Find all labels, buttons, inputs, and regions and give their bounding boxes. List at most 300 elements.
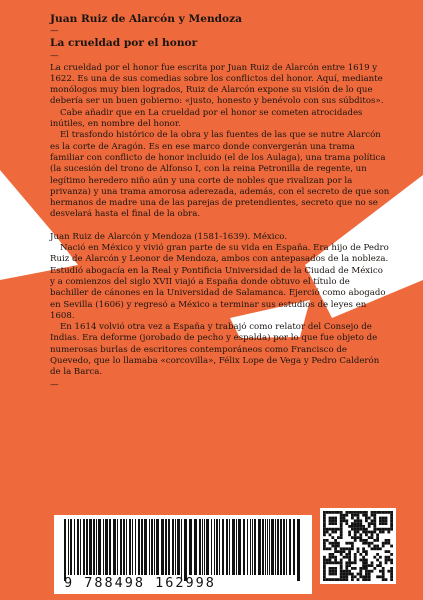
qr-module bbox=[357, 550, 360, 553]
qr-module bbox=[357, 511, 360, 514]
qr-module bbox=[345, 570, 348, 573]
qr-code-modules bbox=[320, 508, 396, 584]
qr-module bbox=[390, 528, 393, 531]
qr-module bbox=[365, 561, 368, 564]
qr-module bbox=[329, 559, 332, 562]
qr-module bbox=[357, 522, 360, 525]
qr-module bbox=[368, 545, 371, 548]
qr-module bbox=[385, 561, 388, 564]
qr-module bbox=[331, 553, 334, 556]
qr-module bbox=[385, 511, 388, 514]
qr-module bbox=[354, 522, 357, 525]
qr-module bbox=[362, 531, 365, 534]
barcode-bar bbox=[144, 519, 147, 575]
qr-module bbox=[351, 573, 354, 576]
barcode-bar bbox=[238, 519, 241, 575]
qr-module bbox=[379, 564, 382, 567]
qr-module bbox=[357, 573, 360, 576]
qr-module bbox=[390, 519, 393, 522]
qr-module bbox=[368, 531, 371, 534]
divider-dash: — bbox=[50, 50, 59, 61]
qr-module bbox=[354, 536, 357, 539]
qr-module bbox=[390, 567, 393, 570]
qr-module bbox=[348, 570, 351, 573]
qr-module bbox=[348, 553, 351, 556]
qr-module bbox=[390, 517, 393, 520]
barcode-bar bbox=[267, 519, 268, 575]
bio-paragraph-1: Nació en México y vivió gran parte de su vida en España. Era hijo de Pedro Ruiz de Alarcón y Leonor de Mendoza, ambos con antepasados de la nobleza. Estudió abogacía en la Real y Pontificia Universidad de la Ciudad de México y a comienzos del siglo XVII viajó a España donde obtuvo el título de bachiller de cánones en la Universidad de Salamanca. Ejerció como abogado en Sevilla (1606) y regresó a México a terminar sus estudios de leyes en 1608. bbox=[50, 243, 389, 321]
qr-module bbox=[340, 578, 343, 581]
barcode-bar bbox=[89, 519, 92, 575]
qr-module bbox=[323, 514, 326, 517]
qr-module bbox=[329, 511, 332, 514]
qr-module bbox=[340, 525, 343, 528]
qr-module bbox=[382, 522, 385, 525]
qr-module bbox=[354, 575, 357, 578]
qr-module bbox=[371, 570, 374, 573]
qr-module bbox=[334, 556, 337, 559]
qr-module bbox=[365, 514, 368, 517]
qr-module bbox=[331, 542, 334, 545]
qr-module bbox=[354, 539, 357, 542]
qr-module bbox=[337, 528, 340, 531]
barcode-bar bbox=[202, 519, 203, 575]
qr-module bbox=[379, 531, 382, 534]
qr-module bbox=[345, 522, 348, 525]
qr-module bbox=[376, 564, 379, 567]
qr-module bbox=[343, 550, 346, 553]
barcode-bar bbox=[80, 519, 81, 575]
barcode-bar bbox=[204, 519, 205, 575]
qr-module bbox=[385, 522, 388, 525]
qr-module bbox=[340, 575, 343, 578]
qr-module bbox=[348, 547, 351, 550]
barcode-bar bbox=[161, 519, 164, 575]
qr-module bbox=[359, 528, 362, 531]
qr-module bbox=[340, 536, 343, 539]
qr-module bbox=[376, 559, 379, 562]
qr-module bbox=[326, 511, 329, 514]
author-name: Juan Ruiz de Alarcón y Mendoza bbox=[50, 13, 243, 25]
barcode-bar bbox=[254, 519, 256, 575]
barcode-bar bbox=[283, 519, 285, 575]
qr-module bbox=[390, 514, 393, 517]
qr-module bbox=[345, 547, 348, 550]
qr-module bbox=[357, 517, 360, 520]
qr-module bbox=[345, 514, 348, 517]
qr-module bbox=[362, 575, 365, 578]
qr-module bbox=[348, 550, 351, 553]
barcode-bar bbox=[293, 519, 295, 575]
qr-module bbox=[351, 528, 354, 531]
qr-module bbox=[359, 519, 362, 522]
qr-module bbox=[340, 561, 343, 564]
qr-module bbox=[331, 511, 334, 514]
qr-module bbox=[351, 522, 354, 525]
qr-module bbox=[385, 539, 388, 542]
qr-module bbox=[362, 578, 365, 581]
qr-module bbox=[345, 573, 348, 576]
qr-module bbox=[340, 553, 343, 556]
qr-module bbox=[365, 511, 368, 514]
qr-module bbox=[373, 528, 376, 531]
qr-module bbox=[357, 578, 360, 581]
qr-module bbox=[373, 525, 376, 528]
qr-module bbox=[329, 542, 332, 545]
qr-module bbox=[382, 567, 385, 570]
qr-module bbox=[323, 573, 326, 576]
barcode-bar bbox=[135, 519, 136, 575]
qr-module bbox=[337, 536, 340, 539]
qr-module bbox=[334, 531, 337, 534]
qr-module bbox=[351, 511, 354, 514]
barcode-bar bbox=[280, 519, 282, 575]
qr-module bbox=[334, 550, 337, 553]
qr-module bbox=[359, 511, 362, 514]
qr-module bbox=[371, 536, 374, 539]
qr-module bbox=[331, 567, 334, 570]
qr-module bbox=[390, 522, 393, 525]
barcode-bar bbox=[168, 519, 170, 575]
divider-dash: — bbox=[50, 26, 59, 37]
barcode-bar bbox=[262, 519, 264, 575]
qr-module bbox=[385, 550, 388, 553]
qr-module bbox=[379, 561, 382, 564]
qr-module bbox=[390, 559, 393, 562]
qr-module bbox=[334, 528, 337, 531]
qr-module bbox=[368, 573, 371, 576]
qr-module bbox=[343, 519, 346, 522]
qr-module bbox=[382, 528, 385, 531]
qr-module bbox=[359, 570, 362, 573]
qr-module bbox=[348, 556, 351, 559]
qr-module bbox=[379, 528, 382, 531]
qr-module bbox=[379, 556, 382, 559]
qr-module bbox=[329, 519, 332, 522]
qr-module bbox=[376, 533, 379, 536]
qr-module bbox=[351, 545, 354, 548]
qr-module bbox=[329, 528, 332, 531]
qr-module bbox=[362, 559, 365, 562]
qr-module bbox=[390, 525, 393, 528]
qr-module bbox=[340, 519, 343, 522]
barcode-bar bbox=[64, 519, 66, 581]
barcode-bar bbox=[138, 519, 140, 575]
qr-module bbox=[340, 550, 343, 553]
barcode-bar bbox=[177, 519, 180, 575]
qr-module bbox=[340, 514, 343, 517]
qr-module bbox=[379, 522, 382, 525]
qr-module bbox=[351, 517, 354, 520]
qr-module bbox=[354, 514, 357, 517]
qr-module bbox=[385, 559, 388, 562]
barcode-bar bbox=[232, 519, 235, 575]
qr-module bbox=[331, 531, 334, 534]
qr-module bbox=[340, 573, 343, 576]
qr-module bbox=[329, 553, 332, 556]
qr-module bbox=[351, 536, 354, 539]
qr-module bbox=[334, 517, 337, 520]
barcode-bar bbox=[271, 519, 274, 575]
qr-module bbox=[343, 556, 346, 559]
qr-module bbox=[382, 578, 385, 581]
qr-module bbox=[365, 533, 368, 536]
qr-module bbox=[340, 511, 343, 514]
barcode-bar bbox=[165, 519, 167, 575]
qr-module bbox=[362, 556, 365, 559]
barcode-bar bbox=[120, 519, 122, 575]
qr-module bbox=[331, 556, 334, 559]
qr-module bbox=[365, 573, 368, 576]
qr-module bbox=[354, 556, 357, 559]
qr-module bbox=[373, 522, 376, 525]
qr-module bbox=[365, 531, 368, 534]
qr-module bbox=[337, 561, 340, 564]
barcode-bar bbox=[70, 519, 72, 575]
qr-module bbox=[334, 578, 337, 581]
qr-module bbox=[379, 517, 382, 520]
qr-module bbox=[348, 525, 351, 528]
qr-module bbox=[390, 553, 393, 556]
qr-module bbox=[387, 528, 390, 531]
qr-module bbox=[390, 570, 393, 573]
qr-module bbox=[354, 511, 357, 514]
qr-module bbox=[323, 533, 326, 536]
qr-module bbox=[387, 556, 390, 559]
qr-module bbox=[348, 559, 351, 562]
qr-module bbox=[345, 567, 348, 570]
qr-module bbox=[382, 545, 385, 548]
barcode-bar bbox=[141, 519, 143, 575]
qr-module bbox=[357, 514, 360, 517]
qr-module bbox=[323, 547, 326, 550]
qr-module bbox=[340, 517, 343, 520]
qr-module bbox=[323, 519, 326, 522]
barcode-bar bbox=[175, 519, 176, 575]
qr-module bbox=[323, 556, 326, 559]
qr-module bbox=[387, 511, 390, 514]
qr-module bbox=[326, 559, 329, 562]
qr-module bbox=[387, 542, 390, 545]
qr-module bbox=[329, 567, 332, 570]
qr-module bbox=[362, 539, 365, 542]
barcode-bar bbox=[286, 519, 287, 575]
barcode-bar bbox=[219, 519, 220, 575]
barcode-bar bbox=[250, 519, 251, 575]
barcode-bar bbox=[103, 519, 104, 575]
qr-module bbox=[376, 536, 379, 539]
barcode-bar bbox=[275, 519, 276, 575]
qr-module bbox=[340, 531, 343, 534]
qr-module bbox=[323, 570, 326, 573]
qr-module bbox=[329, 556, 332, 559]
text-block bbox=[50, 14, 390, 392]
barcode-bar bbox=[181, 519, 182, 581]
qr-module bbox=[323, 542, 326, 545]
qr-code bbox=[320, 508, 396, 584]
qr-module bbox=[340, 570, 343, 573]
qr-module bbox=[348, 533, 351, 536]
qr-module bbox=[359, 573, 362, 576]
barcode-bar bbox=[74, 519, 75, 575]
barcode-bar bbox=[229, 519, 230, 575]
qr-module bbox=[376, 539, 379, 542]
qr-module bbox=[334, 511, 337, 514]
qr-module bbox=[382, 531, 385, 534]
barcode-bar bbox=[109, 519, 111, 575]
qr-module bbox=[373, 517, 376, 520]
qr-module bbox=[359, 536, 362, 539]
barcode-bar bbox=[149, 519, 150, 575]
qr-module bbox=[376, 545, 379, 548]
qr-module bbox=[368, 522, 371, 525]
barcode-bar bbox=[96, 519, 97, 575]
qr-module bbox=[331, 561, 334, 564]
qr-module bbox=[371, 561, 374, 564]
bio-header: Juan Ruiz de Alarcón y Mendoza (1581-1639). México. bbox=[50, 231, 288, 242]
qr-module bbox=[331, 545, 334, 548]
qr-module bbox=[340, 564, 343, 567]
barcode-bar bbox=[247, 519, 248, 575]
qr-module bbox=[371, 519, 374, 522]
qr-module bbox=[387, 570, 390, 573]
barcode-bar bbox=[206, 519, 209, 575]
qr-module bbox=[334, 561, 337, 564]
qr-module bbox=[385, 528, 388, 531]
qr-module bbox=[376, 553, 379, 556]
qr-module bbox=[371, 514, 374, 517]
qr-module bbox=[334, 567, 337, 570]
qr-module bbox=[354, 525, 357, 528]
barcode-bar bbox=[258, 519, 261, 575]
qr-module bbox=[354, 567, 357, 570]
qr-module bbox=[334, 547, 337, 550]
qr-module bbox=[354, 519, 357, 522]
qr-module bbox=[368, 564, 371, 567]
qr-module bbox=[371, 531, 374, 534]
barcode-bar bbox=[68, 519, 69, 575]
qr-module bbox=[329, 573, 332, 576]
qr-module bbox=[382, 570, 385, 573]
qr-module bbox=[345, 519, 348, 522]
qr-module bbox=[368, 578, 371, 581]
qr-module bbox=[379, 547, 382, 550]
barcode-bar bbox=[123, 519, 125, 575]
qr-module bbox=[359, 522, 362, 525]
qr-module bbox=[345, 575, 348, 578]
qr-module bbox=[334, 522, 337, 525]
barcode-bar bbox=[172, 519, 174, 575]
barcode-bar bbox=[83, 519, 85, 575]
qr-module bbox=[354, 528, 357, 531]
qr-module bbox=[331, 570, 334, 573]
qr-module bbox=[329, 570, 332, 573]
qr-module bbox=[387, 539, 390, 542]
qr-module bbox=[351, 547, 354, 550]
qr-module bbox=[337, 578, 340, 581]
synopsis-paragraph-2: Cabe añadir que en La crueldad por el honor se cometen atrocidades inútiles, en nombre del honor. bbox=[50, 107, 363, 130]
qr-module bbox=[340, 528, 343, 531]
qr-module bbox=[343, 570, 346, 573]
qr-module bbox=[354, 533, 357, 536]
barcode-bar bbox=[132, 519, 133, 575]
qr-module bbox=[365, 578, 368, 581]
qr-module bbox=[365, 567, 368, 570]
qr-module bbox=[351, 575, 354, 578]
qr-module bbox=[382, 573, 385, 576]
synopsis-paragraph-1: La crueldad por el honor fue escrita por Juan Ruiz de Alarcón entre 1619 y 1622. Es una de sus comedias sobre los conflictos del honor. Aquí, mediante monólogos muy bien logrados, Ruiz de Alarcón expone su visión de lo que debería ser un buen gobierno: «justo, honesto y benévolo con sus súbditos». bbox=[50, 62, 384, 107]
qr-module bbox=[340, 567, 343, 570]
qr-module bbox=[345, 553, 348, 556]
barcode-bar bbox=[117, 519, 118, 575]
qr-module bbox=[340, 533, 343, 536]
qr-module bbox=[359, 567, 362, 570]
qr-module bbox=[368, 517, 371, 520]
qr-module bbox=[365, 570, 368, 573]
qr-module bbox=[354, 559, 357, 562]
book-title: La crueldad por el honor bbox=[50, 37, 198, 50]
qr-module bbox=[362, 525, 365, 528]
qr-module bbox=[351, 514, 354, 517]
qr-module bbox=[368, 536, 371, 539]
qr-module bbox=[373, 514, 376, 517]
barcode-bar bbox=[211, 519, 212, 575]
qr-module bbox=[331, 536, 334, 539]
qr-module bbox=[362, 511, 365, 514]
qr-module bbox=[365, 517, 368, 520]
qr-module bbox=[334, 559, 337, 562]
qr-module bbox=[331, 578, 334, 581]
qr-module bbox=[357, 531, 360, 534]
qr-module bbox=[390, 511, 393, 514]
isbn-number: 9 788498 162998 bbox=[64, 575, 216, 591]
barcode-bar bbox=[243, 519, 245, 575]
qr-module bbox=[351, 525, 354, 528]
barcode-bar bbox=[252, 519, 253, 575]
qr-module bbox=[326, 547, 329, 550]
end-dash: — bbox=[50, 379, 59, 390]
qr-module bbox=[368, 525, 371, 528]
barcode-bar bbox=[214, 519, 215, 575]
qr-module bbox=[323, 575, 326, 578]
qr-module bbox=[365, 519, 368, 522]
qr-module bbox=[343, 547, 346, 550]
qr-module bbox=[385, 578, 388, 581]
qr-module bbox=[365, 559, 368, 562]
qr-module bbox=[337, 545, 340, 548]
qr-module bbox=[362, 564, 365, 567]
qr-module bbox=[323, 517, 326, 520]
qr-module bbox=[345, 511, 348, 514]
qr-module bbox=[382, 519, 385, 522]
qr-module bbox=[331, 522, 334, 525]
qr-module bbox=[373, 556, 376, 559]
qr-module bbox=[334, 573, 337, 576]
qr-module bbox=[334, 539, 337, 542]
qr-module bbox=[331, 528, 334, 531]
barcode-bar bbox=[129, 519, 131, 575]
qr-module bbox=[385, 517, 388, 520]
qr-module bbox=[382, 511, 385, 514]
qr-module bbox=[390, 575, 393, 578]
barcode-bar bbox=[226, 519, 228, 575]
qr-module bbox=[323, 531, 326, 534]
qr-module bbox=[354, 531, 357, 534]
qr-module bbox=[323, 545, 326, 548]
barcode-bar bbox=[236, 519, 237, 575]
barcode-bar bbox=[156, 519, 159, 575]
qr-module bbox=[351, 561, 354, 564]
